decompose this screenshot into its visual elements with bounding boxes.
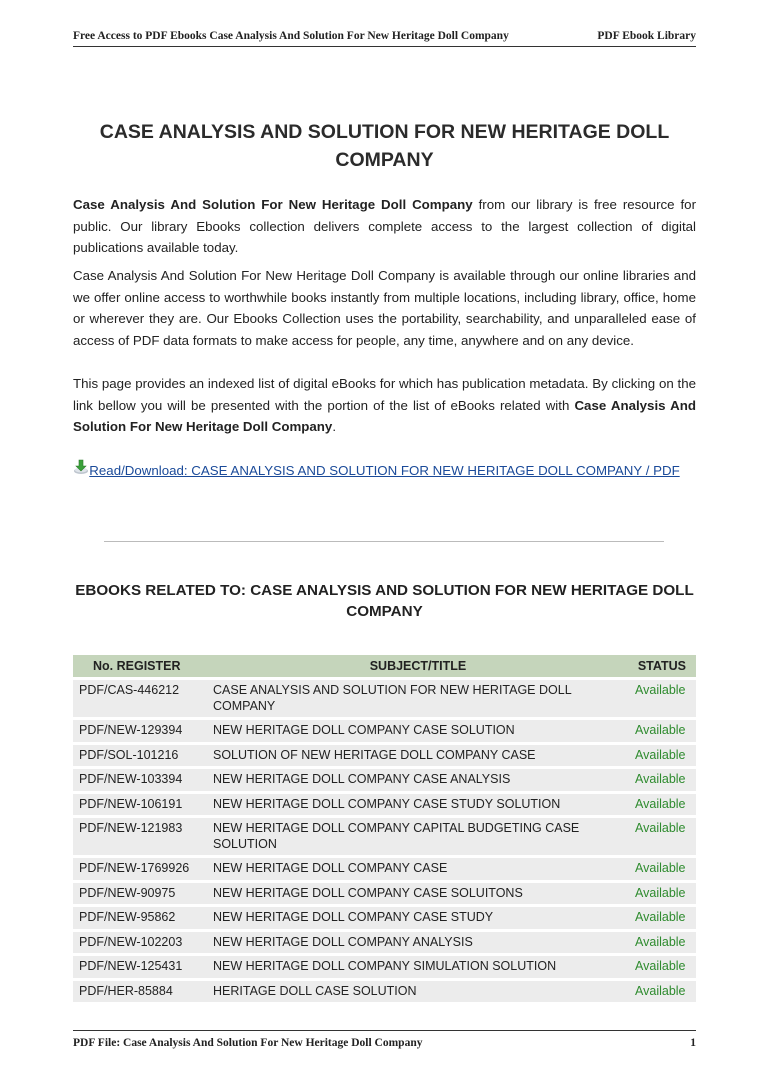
ebooks-table (73, 652, 696, 1005)
cell-title: NEW HERITAGE DOLL COMPANY CASE (207, 858, 629, 880)
table-row (73, 818, 696, 855)
cell-title: SOLUTION OF NEW HERITAGE DOLL COMPANY CASE (207, 745, 629, 767)
table-row (73, 956, 696, 978)
index-paragraph (73, 373, 696, 438)
divider (104, 541, 664, 542)
table-row (73, 794, 696, 816)
cell-status: Available (629, 818, 696, 855)
index-end: . (332, 419, 337, 434)
table-row (73, 720, 696, 742)
cell-register: PDF/NEW-125431 (73, 956, 207, 978)
cell-register: PDF/CAS-446212 (73, 680, 207, 717)
intro-text: from our library is free resource for public. Our library Ebooks collection delivers complete access to the largest collection of digital publications available today. (73, 197, 697, 255)
cell-status: Available (629, 745, 696, 767)
page-number: 1 (690, 1037, 696, 1049)
table-row (73, 981, 696, 1003)
cell-register: PDF/NEW-102203 (73, 932, 207, 954)
cell-title: NEW HERITAGE DOLL COMPANY SIMULATION SOLUTION (207, 956, 629, 978)
index-bold: Case Analysis And Solution For New Heritage Doll Company (73, 397, 696, 434)
cell-status: Available (629, 720, 696, 742)
header-library: PDF Ebook Library (597, 30, 696, 42)
table-row (73, 745, 696, 767)
cell-status: Available (629, 956, 696, 978)
page-header (73, 30, 696, 47)
table-row (73, 907, 696, 929)
cell-title: HERITAGE DOLL CASE SOLUTION (207, 981, 629, 1003)
table-row (73, 858, 696, 880)
column-header-status: STATUS (629, 655, 696, 677)
cell-register: PDF/NEW-121983 (73, 818, 207, 855)
cell-title: NEW HERITAGE DOLL COMPANY CASE STUDY SOLUTION (207, 794, 629, 816)
intro-bold: Case Analysis And Solution For New Heritage Doll Company (73, 197, 473, 212)
cell-register: PDF/NEW-103394 (73, 769, 207, 791)
cell-register: PDF/NEW-1769926 (73, 858, 207, 880)
cell-title: NEW HERITAGE DOLL COMPANY ANALYSIS (207, 932, 629, 954)
table-row (73, 769, 696, 791)
table-row (73, 932, 696, 954)
cell-title: NEW HERITAGE DOLL COMPANY CAPITAL BUDGETING CASE SOLUTION (207, 818, 629, 855)
cell-register: PDF/SOL-101216 (73, 745, 207, 767)
cell-register: PDF/NEW-106191 (73, 794, 207, 816)
cell-status: Available (629, 769, 696, 791)
availability-paragraph: Case Analysis And Solution For New Heritage Doll Company is available through our online libraries and we offer online access to worthwhile books instantly from multiple locations, including library, office, home or wherever they are. Our Ebooks Collection uses the portability, searchability, and unparalleled ease of access of PDF data formats to make access for people, any time, anywhere and on any device. (73, 268, 696, 348)
footer-file: PDF File: Case Analysis And Solution For New Heritage Doll Company (73, 1037, 423, 1049)
cell-title: NEW HERITAGE DOLL COMPANY CASE ANALYSIS (207, 769, 629, 791)
cell-status: Available (629, 883, 696, 905)
page-title: CASE ANALYSIS AND SOLUTION FOR NEW HERITAGE DOLL COMPANY (99, 121, 670, 171)
cell-register: PDF/NEW-90975 (73, 883, 207, 905)
header-title: Free Access to PDF Ebooks Case Analysis And Solution For New Heritage Doll Company (73, 30, 509, 42)
cell-register: PDF/NEW-95862 (73, 907, 207, 929)
index-text: This page provides an indexed list of digital eBooks for which has publication metadata. By clicking on the link bellow you will be presented with the portion of the list of eBooks related with (73, 376, 696, 413)
cell-status: Available (629, 680, 696, 717)
cell-status: Available (629, 858, 696, 880)
cell-status: Available (629, 794, 696, 816)
cell-status: Available (629, 932, 696, 954)
cell-status: Available (629, 981, 696, 1003)
cell-register: PDF/NEW-129394 (73, 720, 207, 742)
download-link[interactable]: Read/Download: CASE ANALYSIS AND SOLUTION FOR NEW HERITAGE DOLL COMPANY / PDF (89, 463, 680, 478)
page-footer (73, 1030, 696, 1049)
cell-status: Available (629, 907, 696, 929)
cell-title: NEW HERITAGE DOLL COMPANY CASE STUDY (207, 907, 629, 929)
cell-title: NEW HERITAGE DOLL COMPANY CASE SOLUTION (207, 720, 629, 742)
cell-title: NEW HERITAGE DOLL COMPANY CASE SOLUITONS (207, 883, 629, 905)
column-header-title: SUBJECT/TITLE (207, 655, 629, 677)
related-heading: EBOOKS RELATED TO: CASE ANALYSIS AND SOLUTION FOR NEW HERITAGE DOLL COMPANY (75, 582, 694, 620)
column-header-register: No. REGISTER (73, 655, 207, 677)
table-row (73, 883, 696, 905)
table-row (73, 680, 696, 717)
cell-register: PDF/HER-85884 (73, 981, 207, 1003)
intro-paragraph (73, 194, 696, 259)
table-header-row (73, 655, 696, 677)
cell-title: CASE ANALYSIS AND SOLUTION FOR NEW HERITAGE DOLL COMPANY (207, 680, 629, 717)
